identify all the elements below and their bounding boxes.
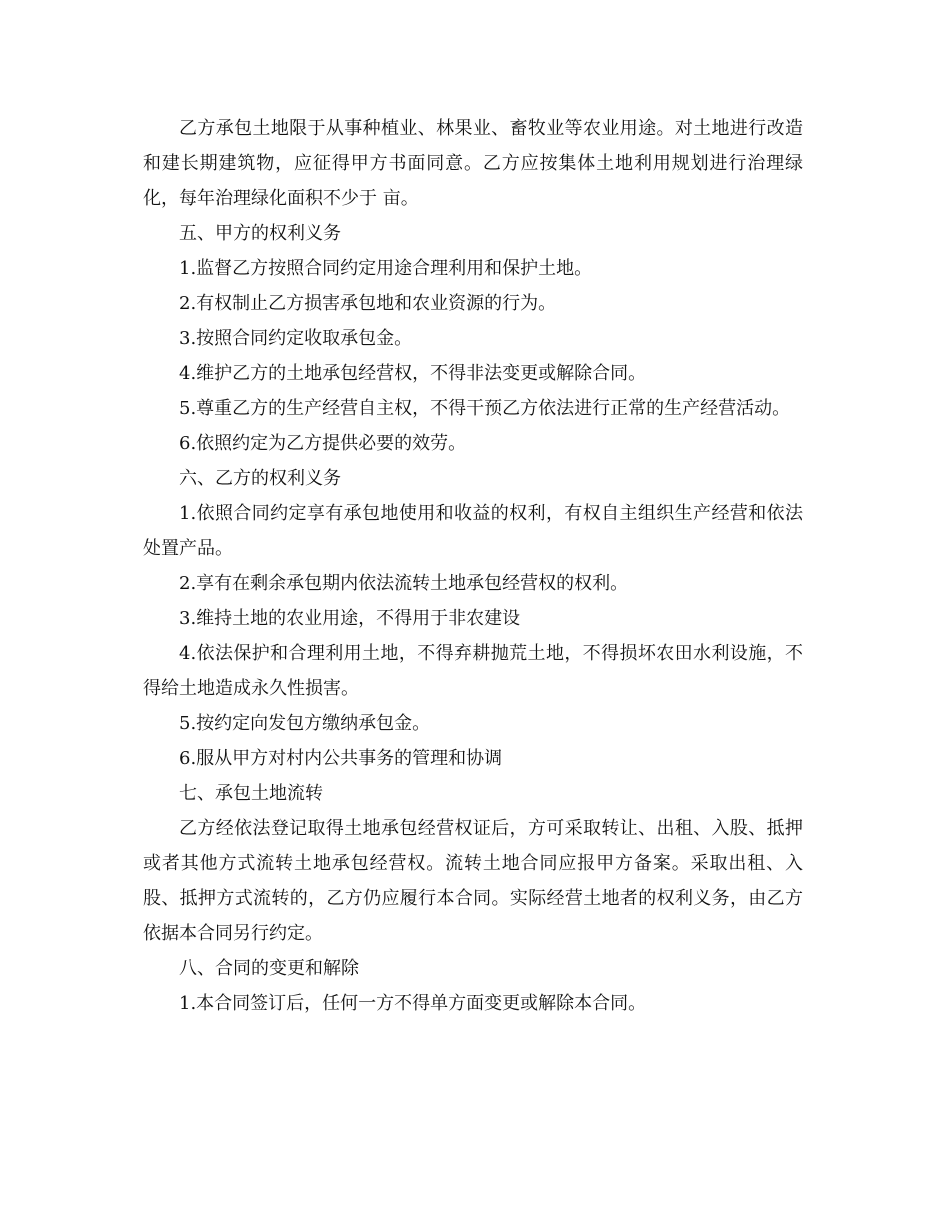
party-b-clause-1: 1.依照合同约定享有承包地使用和收益的权利，有权自主组织生产经营和依法处置产品。 [143, 503, 803, 559]
contract-change-clause-1: 1.本合同签订后，任何一方不得单方面变更或解除本合同。 [179, 993, 647, 1014]
party-b-clause-4: 4.依法保护和合理利用土地，不得弃耕抛荒土地，不得损坏农田水利设施，不得给土地造成永久性损害。 [143, 643, 803, 699]
party-a-clause-4: 4.维护乙方的土地承包经营权，不得非法变更或解除合同。 [179, 363, 647, 384]
party-a-clause-3: 3.按照合同约定收取承包金。 [179, 328, 413, 349]
party-b-clause-2: 2.享有在剩余承包期内依法流转土地承包经营权的权利。 [179, 573, 629, 594]
section-heading-party-a-rights: 五、甲方的权利义务 [179, 223, 341, 244]
party-a-clause-2: 2.有权制止乙方损害承包地和农业资源的行为。 [179, 293, 557, 314]
land-transfer-paragraph: 乙方经依法登记取得土地承包经营权证后，方可采取转让、出租、入股、抵押或者其他方式流转土地承包经营权。流转土地合同应报甲方备案。采取出租、入股、抵押方式流转的，乙方仍应履行本合同。实际经营土地者的权利义务，由乙方依据本合同另行约定。 [143, 818, 803, 944]
party-b-clause-3: 3.维持土地的农业用途，不得用于非农建设 [179, 608, 521, 629]
party-a-clause-1: 1.监督乙方按照合同约定用途合理利用和保护土地。 [179, 258, 593, 279]
section-heading-land-transfer: 七、承包土地流转 [179, 783, 323, 804]
land-use-paragraph: 乙方承包土地限于从事种植业、林果业、畜牧业等农业用途。对土地进行改造和建长期建筑物，应征得甲方书面同意。乙方应按集体土地利用规划进行治理绿化，每年治理绿化面积不少于 亩。 [143, 118, 803, 209]
party-b-clause-6: 6.服从甲方对村内公共事务的管理和协调 [179, 748, 503, 769]
party-b-clause-5: 5.按约定向发包方缴纳承包金。 [179, 713, 431, 734]
section-heading-contract-change: 八、合同的变更和解除 [179, 958, 359, 979]
section-heading-party-b-rights: 六、乙方的权利义务 [179, 468, 341, 489]
party-a-clause-6: 6.依照约定为乙方提供必要的效劳。 [179, 433, 467, 454]
document-body [143, 111, 803, 1021]
party-a-clause-5: 5.尊重乙方的生产经营自主权，不得干预乙方依法进行正常的生产经营活动。 [179, 398, 791, 419]
